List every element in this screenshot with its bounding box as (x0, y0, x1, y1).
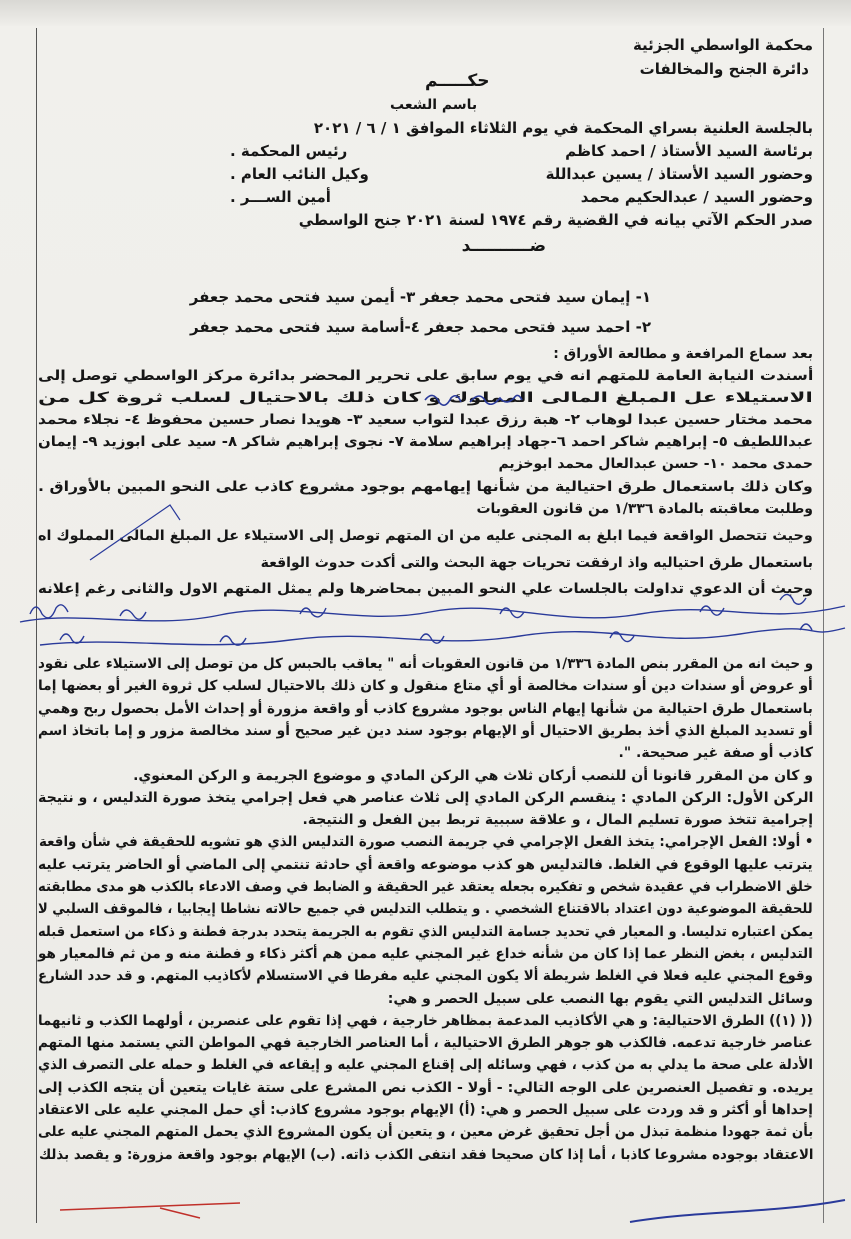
body-line: التدليس ، بغض النظر عما إذا كان من شأنه خداع غير المجني عليه ممن هم أكثر ذكاء و فطنة منه و من ثم فالمعيار هو (38, 945, 813, 962)
body-line: الاستيلاء عل المبلغ المالى المملوك و كان ذلك بالاحتيال لسلب ثروة كل من (38, 390, 813, 406)
prosecutor-role: وكيل النائب العام . (230, 165, 369, 183)
session-line: بالجلسة العلنية بسراي المحكمة في يوم الثلاثاء الموافق ١ / ٦ / ٢٠٢١ (313, 119, 813, 137)
body-line: • أولا: الفعل الإجرامي: يتخذ الفعل الإجرامي في جريمة النصب صورة التدليس الذي هو تشويه للحقيقة في شأن واقعة (38, 834, 813, 851)
body-line: يترتب عليها الوقوع في الغلط. فالتدليس هو كذب موضوعه واقعة أي حادثة تنتمي إلى الماضي أو الحاضر يترتب عليه (38, 856, 813, 873)
body-line: أو تسديد المبلغ الذي أخذ بطريق الاحتيال أو الإيهام بوجود سند دين غير صحيح أو سند مخالصة مزور و إما باتخاذ اسم (38, 722, 813, 739)
body-line: وكان ذلك باستعمال طرق احتيالية من شأنها إيهامهم بوجود مشروع كاذب على النحو المبين بالأوراق . (38, 479, 813, 495)
body-line: أو عروض أو سندات دين أو سندات مخالصة أو أي متاع منقول و كان ذلك بالاحتيال لسلب كل ثروة الغير أو بعضها إما (38, 678, 813, 695)
case-number-line: صدر الحكم الآتي بيانه في القضية رقم ١٩٧٤ لسنة ٢٠٢١ جنح الواسطي (298, 211, 813, 229)
defendants-row-1: ١- إيمان سيد فتحى محمد جعفر ٣- أيمن سيد فتحى محمد جعفر (189, 288, 651, 306)
body-line: باستعمال طرق احتياليه واذ ارفقت تحريات جهة البحث والتى أكدت حدوث الواقعة (260, 555, 813, 571)
body-line: و كان من المقرر قانونا أن للنصب أركان ثلاث هي الركن المادي و موضوع الجريمة و الركن المعنوي. (133, 767, 813, 784)
body-line: بأن ثمة جهودا منظمة تبذل من أجل تحقيق غرض معين ، و يتعين أن يكون المشروع الذي يحمل المتهم المجني عليه على (37, 1124, 813, 1141)
court-circuit: دائرة الجنح والمخالفات (639, 60, 809, 78)
prosecutor-line: وحضور السيد الأستاذ / يسين عبداللة (545, 165, 813, 183)
body-line: إجرامية تتخذ صورة تسليم المال ، و علاقة سببية تربط بين الفعل و النتيجة. (302, 812, 813, 829)
body-line: وقوع المجني عليه فعلا في الغلط شريطة ألا يكون المجني عليه مفرطا في الاستسلام لأكاذيب المتهم. و قد حدد الشارع (38, 968, 813, 985)
body-line: (( (١)) الطرق الاحتيالية: و هي الأكاذيب المدعمة بمظاهر خارجية ، فهي إذا تقوم على عنصرين ، أولهما الكذب و ثانيهما (38, 1012, 813, 1029)
body-line: باستعمال طرق احتيالية من شأنها إيهام الناس بوجود مشروع كاذب أو واقعة مزورة أو إحداث الأمل بحصول ربح وهمي (38, 700, 813, 717)
court-name: محكمة الواسطي الجزئية (632, 36, 813, 54)
body-line: عناصر خارجية تدعمه. فالكذب هو جوهر الطرق الاحتيالية ، أما العناصر الخارجية فهي المواطن التي يستمد منها المتهم (38, 1035, 813, 1052)
body-line: محمد مختار حسين عبدا لوهاب ٢- هبة رزق عبدا لتواب سعيد ٣- هويدا نصار حسين محفوظ ٤- نجلاء محمد (38, 412, 813, 428)
secretary-line: وحضور السيد / عبدالحكيم محمد (580, 188, 813, 206)
body-line: يمكن اعتباره تدليسا. و المعيار في تحديد جسامة التدليس الذي تقوم به الجريمة يتحدد بدرجة فطنة و ذكاء من استعمل قبله (37, 923, 813, 940)
secretary-role: أمين الســـر . (230, 188, 331, 206)
against-heading: ضــــــــــد (461, 236, 546, 256)
body-line: للحقيقة الموضوعية دون اعتداد بالاقتناع الشخصي . و يتطلب التدليس في جميع حالاته نشاطا إيجابيا ، فالموقف السلبي لا (38, 901, 813, 918)
scan-top-edge (0, 0, 851, 26)
body-line: الاعتقاد بوجوده مشروعا كاذبا ، أما إذا كان صحيحا فقد انتفى الكذب ذاته. (ب) الإيهام بوجود واقعة مزورة: و يقصد بذلك (38, 1146, 813, 1163)
body-line: يريده. و تفصيل العنصرين على الوجه التالي: - أولا - الكذب نص المشرع على ستة غايات يتعين أن يتجه الكذب إلى (37, 1079, 813, 1096)
doc-title: حكـــــم (425, 71, 490, 91)
body-line: إحداها أو أكثر و قد وردت على سبيل الحصر و هي: (أ) الإيهام بوجود مشروع كاذب: أي حمل المجني عليه على الاعتقاد (38, 1102, 813, 1118)
body-line: خلق الاضطراب في عقيدة شخص و تفكيره بجعله يعتقد غير الحقيقة و الضابط في وصف الادعاء بالكذب هو مدى مطابقته (38, 879, 813, 895)
body-line: وسائل التدليس التي يقوم بها النصب على سبيل الحصر و هي: (387, 990, 813, 1007)
body-line: حمدى محمد ١٠- حسن عبدالعال محمد ابوخزيم (498, 456, 813, 472)
defendants-row-2: ٢- احمد سيد فتحى محمد جعفر ٤-أسامة سيد فتحى محمد جعفر (190, 318, 651, 336)
body-line: وطلبت معاقبته بالمادة ١/٣٣٦ من قانون العقوبات (476, 501, 813, 517)
presiding-judge: برئاسة السيد الأستاذ / احمد كاظم (565, 142, 813, 160)
body-line: كاذب أو صفة غير صحيحة. ". (618, 745, 813, 762)
body-line: عبداللطيف ٥- إبراهيم شاكر احمد ٦-جهاد إبراهيم سلامة ٧- نجوى إبراهيم شاكر ٨- سيد على ابوزيد ٩- إيمان (37, 434, 813, 450)
body-line: وحيث تتحصل الواقعة فيما ابلغ به المجنى عليه من ان المتهم توصل إلى الاستيلاء عل المبلغ المالى المملوك اه (38, 528, 813, 544)
body-line: أسندت النيابة العامة للمتهم انه في يوم سابق على تحرير المحضر بدائرة مركز الواسطي توصل إلى (37, 368, 813, 384)
body-line: الأدلة على صحة ما يدلي به من كذب ، فهي وسائله إلى إقناع المجني عليه و إيقاعه في الغلط و حمله على التصرف الذي (38, 1057, 813, 1074)
body-line: و حيث انه من المقرر بنص المادة ١/٣٣٦ من قانون العقوبات أنه " يعاقب بالحبس كل من توصل إلى الاستيلاء على نقود (37, 656, 813, 672)
in-name-of-people: باسم الشعب (390, 97, 478, 113)
presiding-role: رئيس المحكمة . (230, 142, 348, 160)
body-line: الركن الأول: الركن المادي : ينقسم الركن المادي إلى ثلاث عناصر هي فعل إجرامي يتخذ صورة التدليس ، و نتيجة (37, 789, 813, 806)
body-line: وحيث أن الدعوي تداولت بالجلسات علي النحو المبين بمحاضرها ولم يمثل المتهم الاول والثانى رغم إعلانه (37, 581, 813, 597)
after-hearing-heading: بعد سماع المرافعة و مطالعة الأوراق : (553, 346, 813, 362)
